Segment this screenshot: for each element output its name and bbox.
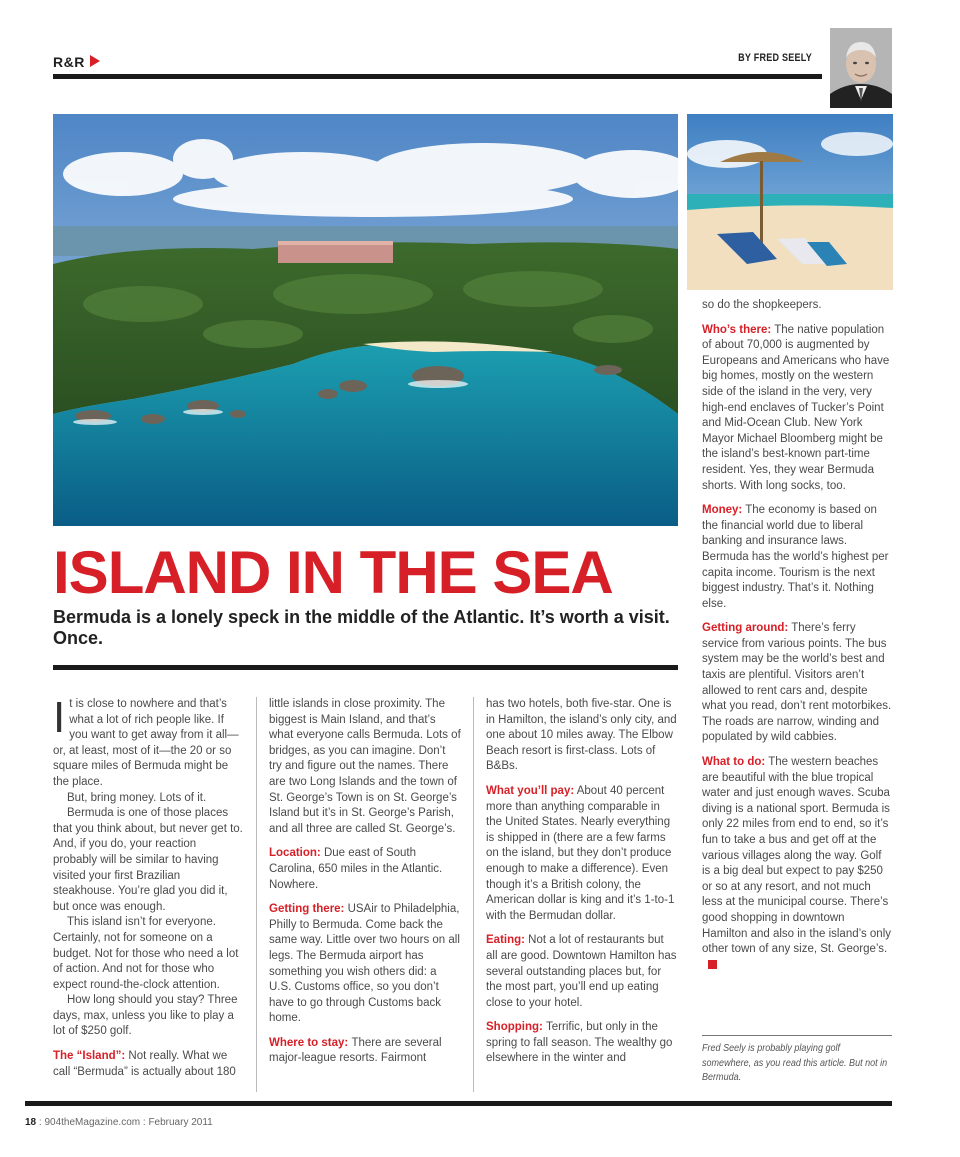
intro-paragraph-4: This island isn’t for everyone. Certainly, not for someone on a budget. Not for those who need a lot of action. And not for those who expect round-the-clock attention. [53, 916, 239, 991]
getting-around-lead: Getting around: [702, 622, 789, 635]
footer-separator: : [36, 1117, 45, 1128]
where-to-stay-lead: Where to stay: [269, 1036, 349, 1049]
headline: ISLAND IN THE SEA [53, 539, 613, 606]
getting-there-section [269, 902, 461, 1027]
bio-rule [702, 1035, 892, 1036]
eating-text: Not a lot of restaurants but all are good. Downtown Hamilton has several outstanding places but, for the most part, you’ll end up eating close to your hotel. [486, 934, 677, 1009]
page-number: 18 [25, 1117, 37, 1128]
getting-there-lead: Getting there: [269, 903, 345, 916]
shopping-text-part1: Terrific, but only in the spring to fall season. The wealthy go elsewhere in the winter and [486, 1021, 673, 1065]
location-lead: Location: [269, 847, 321, 860]
article-column-4 [702, 298, 892, 973]
getting-around-section [702, 621, 892, 746]
footer-site: 904theMagazine.com [44, 1117, 141, 1128]
getting-there-text: USAir to Philadelphia, Philly to Bermuda. Come back the same way. Little over two hours on all legs. The Bermuda airport has something you wish others did: a U.S. Customs office, so you don’t have to go through Customs back home. [269, 903, 460, 1025]
section-tag: R&R [53, 54, 85, 70]
column-divider [473, 697, 474, 1092]
play-triangle-icon [90, 55, 100, 67]
where-to-stay-text-part1: There are several major-league resorts. Fairmont [269, 1036, 442, 1065]
getting-around-text: There’s ferry service from various points. The bus system may be the world’s best and taxis are plentiful. Visitors aren’t allowed to rent cars and, despite what you read, don’t rent motorbikes. The roads are narrow, winding and populated by wild cabbies. [702, 622, 892, 744]
article-column-2 [269, 697, 461, 1067]
intro-paragraph-1: t is close to nowhere and that’s what a lot of rich people like. If you want to get away from it all—or, at least, most of it—the 20 or so square miles of Bermuda might be the place. [53, 698, 239, 788]
what-youll-pay-lead: What you’ll pay: [486, 784, 575, 797]
article-column-3 [486, 697, 678, 1067]
deck-subhead: Bermuda is a lonely speck in the middle of the Atlantic. It’s worth a visit. Once. [53, 607, 670, 648]
whos-there-lead: Who’s there: [702, 323, 772, 336]
location-section [269, 846, 461, 893]
page-footer [25, 1117, 213, 1128]
what-to-do-text: The western beaches are beautiful with the blue tropical water and just enough waves. Scuba diving is a national sport. Bermuda is only 22 miles from end to end, so it’s fun to take a bus and get off at the various villages along the way. Golf is a big deal but expect to pay $250 or so at any resort, and not much less at the municipal course. There’s good shopping in downtown Hamilton and also in the island’s only other town of any size, St. George’s. [702, 756, 892, 956]
eating-section [486, 933, 678, 1011]
header-rule [53, 74, 822, 79]
whos-there-text: The native population of about 70,000 is augmented by Europeans and Americans who have big homes, mostly on the western side of the island in the very, very high-end enclaves of Tucker’s Point and Mid-Ocean Club. New York Mayor Michael Bloomberg might be the island’s best-known part-time resident. Yes, they wear Bermuda shorts. With long socks, too. [702, 323, 890, 492]
shopping-section [486, 1020, 678, 1067]
shopping-text-part2: so do the shopkeepers. [702, 299, 822, 311]
where-to-stay-text-part2: has two hotels, both five-star. One is in Hamilton, the island’s only city, and one about 10 miles away. The Elbow Beach resort is first-class. Lots of B&Bs. [486, 698, 677, 773]
island-lead: The “Island”: [53, 1050, 126, 1063]
intro-paragraph-2: But, bring money. Lots of it. [67, 791, 207, 804]
column-divider [256, 697, 257, 1092]
money-text: The economy is based on the financial world due to liberal banking and insurance laws. Bermuda has the world’s highest per capita income. Tourism is the next biggest industry. That’s it. Nothing else. [702, 504, 889, 610]
beach-photo-umbrella [687, 114, 893, 290]
island-text-part1: Not really. What we call “Bermuda” is actually about 180 [53, 1050, 236, 1078]
shopping-lead: Shopping: [486, 1021, 543, 1034]
eating-lead: Eating: [486, 934, 525, 947]
intro-paragraph-5: How long should you stay? Three days, max, unless you like to play a lot of $250 golf. [53, 994, 238, 1038]
what-to-do-lead: What to do: [702, 756, 766, 769]
footer-rule [25, 1101, 892, 1106]
location-text: Due east of South Carolina, 650 miles in the Atlantic. Nowhere. [269, 847, 443, 891]
where-to-stay-section [269, 1036, 461, 1067]
footer-date: February 2011 [148, 1117, 213, 1128]
whos-there-section [702, 323, 892, 495]
drop-cap: I [53, 693, 66, 742]
end-square-icon [708, 960, 717, 969]
money-lead: Money: [702, 504, 743, 517]
what-to-do-section [702, 755, 892, 973]
island-text-part2: little islands in close proximity. The biggest is Main Island, and that’s what everyone calls Bermuda. Lots of bridges, as you can imagine. Don’t try and figure out the names. There are two Long Islands and the town of St. George’s Town is on St. George’s Island but it’s in St. George’s Parish, and all three are called St. George’s. [269, 698, 461, 835]
article-column-1 [53, 693, 243, 1080]
hero-photo-aerial-island [53, 114, 678, 526]
what-youll-pay-text: About 40 percent more than anything comparable in the United States. Nearly everything is shipped in (there are a few farms on the island, but they don’t produce enough to make a difference). Even though it’s a British colony, the American dollar is king and it’s 1-to-1 with the Bermudan dollar. [486, 784, 675, 922]
author-photo [830, 28, 892, 108]
footer-separator: : [140, 1117, 149, 1128]
deck-rule [53, 665, 678, 670]
byline: BY FRED SEELY [738, 52, 812, 64]
intro-paragraph-3: Bermuda is one of those places that you think about, but never get to. And, if you do, your reaction probably will be similar to having visited your first Brazilian steakhouse. You’re glad you did it, but once was enough. [53, 807, 243, 913]
what-youll-pay-section [486, 784, 678, 924]
author-bio: Fred Seely is probably playing golf somewhere, as you read this article. But not in Bermuda. [702, 1042, 888, 1083]
money-section [702, 503, 892, 612]
island-section [53, 1049, 243, 1080]
